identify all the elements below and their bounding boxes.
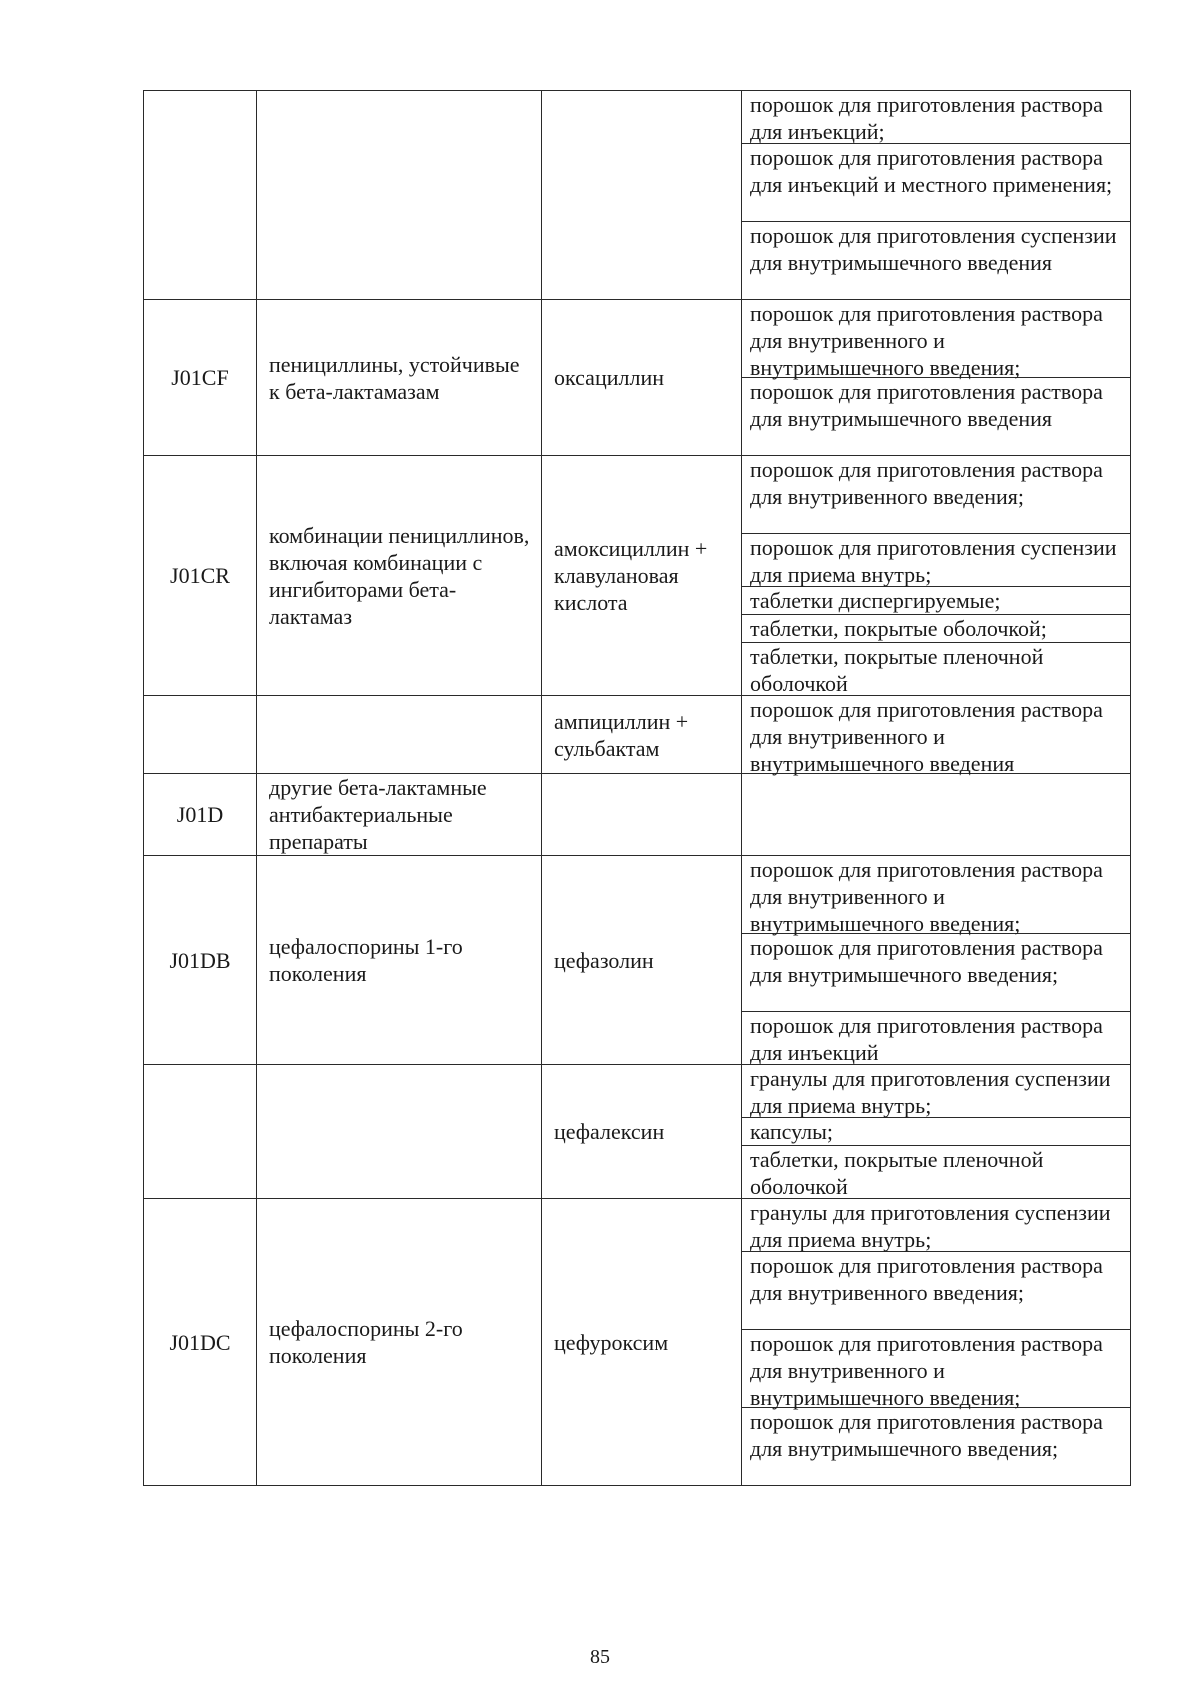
group-cell [257, 696, 542, 774]
table-body [144, 91, 1131, 1486]
group-cell [257, 1065, 542, 1199]
table-row [144, 300, 1131, 456]
group-cell: цефалоспорины 1-го поколения [257, 856, 542, 1065]
dosage-form-item: порошок для приготовления раствора для внутривенного введения; [750, 457, 1103, 509]
group-cell: комбинации пенициллинов, включая комбинации с ингибиторами бета-лактамаз [257, 456, 542, 696]
code-cell: J01D [144, 774, 257, 856]
code-cell: J01CR [144, 456, 257, 696]
drug-table [143, 90, 1131, 1486]
dosage-form-item: порошок для приготовления суспензии для внутримышечного введения [742, 221, 1130, 299]
group-cell: пенициллины, устойчивые к бета-лактамазам [257, 300, 542, 456]
table-row [144, 774, 1131, 856]
code-cell [144, 696, 257, 774]
dosage-form-item: таблетки, покрытые пленочной оболочкой [742, 1145, 1130, 1198]
drug-cell [542, 774, 742, 856]
drug-cell: цефуроксим [542, 1199, 742, 1486]
table-row [144, 91, 1131, 300]
table-row [144, 1065, 1131, 1199]
dosage-form-item: порошок для приготовления раствора для внутримышечного введения [742, 377, 1130, 455]
table-row [144, 856, 1131, 1065]
code-cell: J01DB [144, 856, 257, 1065]
dosage-form-item: порошок для приготовления раствора для внутривенного введения; [742, 1251, 1130, 1329]
drug-cell [542, 91, 742, 300]
table-row [144, 456, 1131, 696]
drug-cell: оксациллин [542, 300, 742, 456]
dosage-form-item: гранулы для приготовления суспензии для приема внутрь; [750, 1066, 1111, 1118]
drug-cell: цефалексин [542, 1065, 742, 1199]
group-cell: цефалоспорины 2-го поколения [257, 1199, 542, 1486]
group-cell: другие бета-лактамные антибактериальные препараты [257, 774, 542, 856]
drug-cell: ампициллин + сульбактам [542, 696, 742, 774]
dosage-form-item: порошок для приготовления раствора для внутримышечного введения; [742, 1407, 1130, 1485]
dosage-forms-cell [742, 856, 1131, 1065]
dosage-form-item: гранулы для приготовления суспензии для приема внутрь; [750, 1200, 1111, 1252]
dosage-form-item: порошок для приготовления раствора для внутривенного и внутримышечного введения; [750, 857, 1103, 936]
code-cell [144, 1065, 257, 1199]
dosage-forms-cell [742, 1065, 1131, 1199]
dosage-forms-cell [742, 300, 1131, 456]
dosage-form-item: порошок для приготовления раствора для внутривенного и внутримышечного введения [750, 697, 1103, 776]
dosage-forms-cell [742, 774, 1131, 856]
drug-cell: амоксициллин + клавулановая кислота [542, 456, 742, 696]
dosage-form-item: порошок для приготовления раствора для инъекций; [750, 92, 1103, 144]
dosage-form-item: таблетки, покрытые пленочной оболочкой [742, 642, 1130, 695]
page-number: 85 [590, 1646, 610, 1668]
code-cell [144, 91, 257, 300]
table-row [144, 696, 1131, 774]
dosage-form-item: порошок для приготовления раствора для инъекций [742, 1011, 1130, 1064]
code-cell: J01CF [144, 300, 257, 456]
group-cell [257, 91, 542, 300]
dosage-form-item: порошок для приготовления суспензии для приема внутрь; [742, 533, 1130, 586]
dosage-form-item: порошок для приготовления раствора для инъекций и местного применения; [742, 143, 1130, 221]
dosage-form-item: порошок для приготовления раствора для внутривенного и внутримышечного введения; [750, 301, 1103, 380]
dosage-forms-cell [742, 456, 1131, 696]
table-row [144, 1199, 1131, 1486]
code-cell: J01DC [144, 1199, 257, 1486]
dosage-form-item: порошок для приготовления раствора для внутримышечного введения; [742, 933, 1130, 1011]
dosage-forms-cell [742, 91, 1131, 300]
dosage-forms-cell [742, 1199, 1131, 1486]
dosage-form-item: таблетки, покрытые оболочкой; [742, 614, 1130, 642]
dosage-form-item: таблетки диспергируемые; [742, 586, 1130, 614]
drug-cell: цефазолин [542, 856, 742, 1065]
dosage-form-item [742, 774, 1130, 851]
dosage-form-item: порошок для приготовления раствора для внутривенного и внутримышечного введения; [742, 1329, 1130, 1407]
dosage-forms-cell [742, 696, 1131, 774]
dosage-form-item: капсулы; [742, 1117, 1130, 1145]
